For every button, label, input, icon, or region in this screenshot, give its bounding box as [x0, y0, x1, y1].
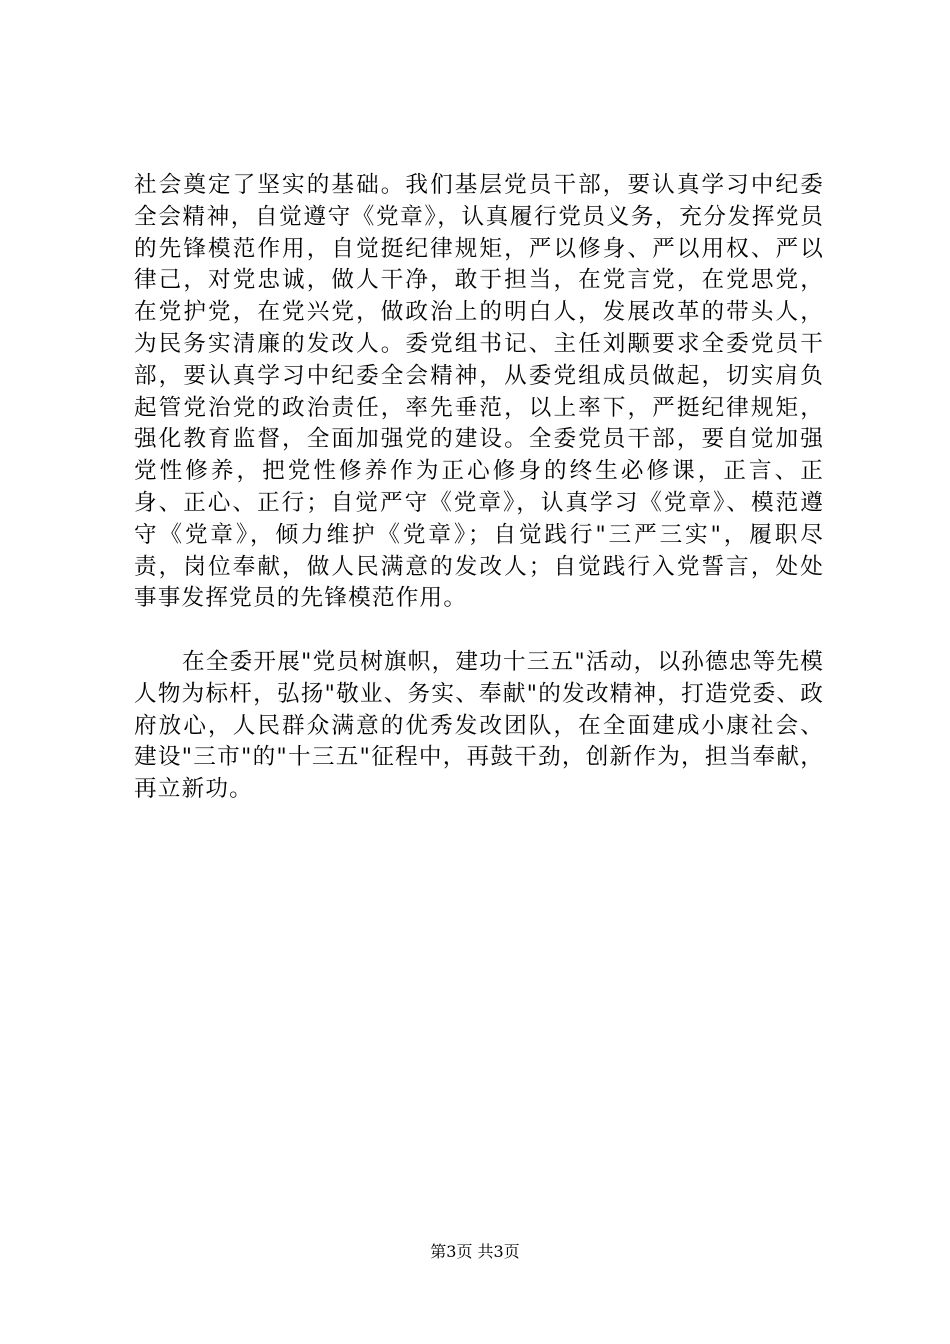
- page-number-footer: 第3页 共3页: [430, 1242, 520, 1261]
- document-body: [134, 170, 824, 806]
- paragraph-activity: 在全委开展"党员树旗帜，建功十三五"活动，以孙德忠等先模人物为标杆，弘扬"敬业、务实、奉献"的发改精神，打造党委、政府放心，人民群众满意的优秀发改团队，在全面建成小康社会、建设"三市"的"十三五"征程中，再鼓干劲，创新作为，担当奉献，再立新功。: [134, 648, 824, 803]
- paragraph-continuation: 社会奠定了坚实的基础。我们基层党员干部，要认真学习中纪委全会精神，自觉遵守《党章》，认真履行党员义务，充分发挥党员的先锋模范作用，自觉挺纪律规矩，严以修身、严以用权、严以律己，对党忠诚，做人干净，敢于担当，在党言党，在党思党，在党护党，在党兴党，做政治上的明白人，发展改革的带头人，为民务实清廉的发改人。委党组书记、主任刘颙要求全委党员干部，要认真学习中纪委全会精神，从委党组成员做起，切实肩负起管党治党的政治责任，率先垂范，以上率下，严挺纪律规矩，强化教育监督，全面加强党的建设。全委党员干部，要自觉加强党性修养，把党性修养作为正心修身的终生必修课，正言、正身、正心、正行；自觉严守《党章》，认真学习《党章》、模范遵守《党章》，倾力维护《党章》；自觉践行"三严三实"，履职尽责，岗位奉献，做人民满意的发改人；自觉践行入党誓言，处处事事发挥党员的先锋模范作用。: [134, 172, 824, 612]
